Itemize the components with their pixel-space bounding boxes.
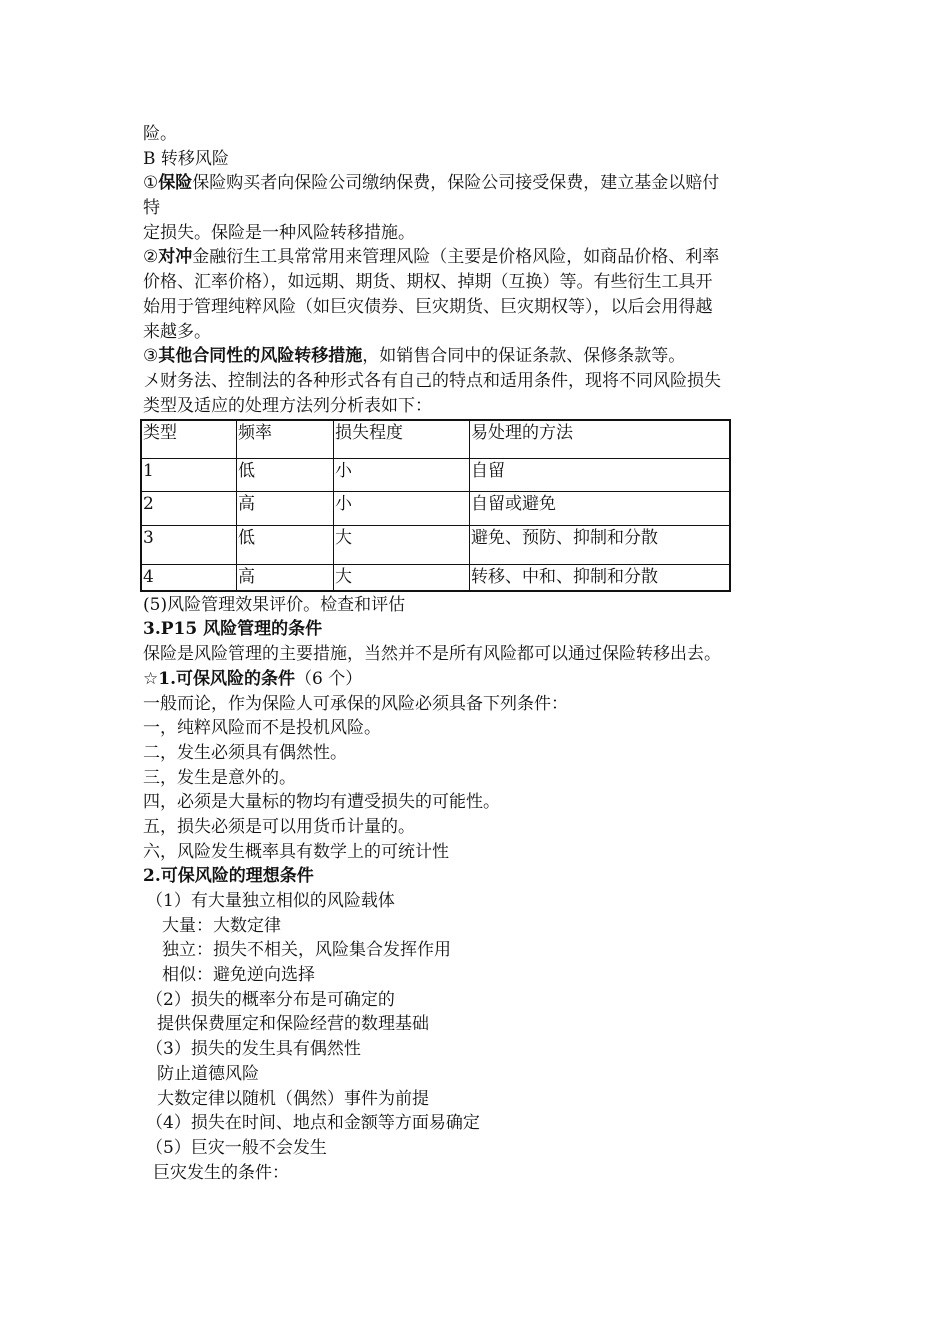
table-cell: 4 <box>141 565 237 591</box>
table-row <box>141 492 730 526</box>
ideal-subitem: 防止道德风险 <box>157 1063 259 1084</box>
circled-number-1: ① <box>143 173 159 194</box>
table-cell: 2 <box>141 492 237 526</box>
text-line: 来越多。 <box>143 321 211 342</box>
section-heading-ideal: 2.可保风险的理想条件 <box>143 866 314 887</box>
text-line: 定损失。保险是一种风险转移措施。 <box>143 222 415 243</box>
table-header-cell: 损失程度 <box>334 420 470 459</box>
table-header-cell: 频率 <box>237 420 334 459</box>
section-heading-transfer-risk: B 转移风险 <box>143 148 229 169</box>
item-hedging <box>143 245 823 270</box>
ideal-item: （2）损失的概率分布是可确定的 <box>146 989 395 1010</box>
table-header-cell: 类型 <box>141 420 237 459</box>
text-line: (5)风险管理效果评价。检查和评估 <box>143 594 406 615</box>
condition-item: 五，损失必须是可以用货币计量的。 <box>143 816 415 837</box>
bold-term-other-contract: 其他合同性的风险转移措施 <box>158 346 363 367</box>
table-cell: 低 <box>237 526 334 565</box>
text-line: 〤财务法、控制法的各种形式各有自己的特点和适用条件，现将不同风险损失 <box>143 370 721 391</box>
document-page <box>143 122 823 1185</box>
ideal-subitem: 巨灾发生的条件： <box>153 1162 289 1183</box>
bold-heading: 1.可保风险的条件 <box>158 668 295 689</box>
text-line: 价格、汇率价格），如远期、期货、期权、掉期（互换）等。有些衍生工具开 <box>143 272 713 293</box>
condition-item: 六，风险发生概率具有数学上的可统计性 <box>143 841 449 862</box>
ideal-subitem: 大量：大数定律 <box>162 915 281 936</box>
text-line: 始用于管理纯粹风险（如巨灾债券、巨灾期货、巨灾期权等），以后会用得越 <box>143 296 713 317</box>
table-cell: 小 <box>334 492 470 526</box>
item-text: ，如销售合同中的保证条款、保修条款等。 <box>362 346 686 367</box>
ideal-subitem: 独立：损失不相关，风险集合发挥作用 <box>162 940 451 961</box>
ideal-item: （3）损失的发生具有偶然性 <box>146 1039 361 1060</box>
table-cell: 转移、中和、抑制和分散 <box>470 565 731 591</box>
table-cell: 小 <box>334 459 470 492</box>
table-cell: 高 <box>237 492 334 526</box>
ideal-subitem: 提供保费厘定和保险经营的数理基础 <box>157 1014 429 1035</box>
ideal-subitem: 相似：避免逆向选择 <box>162 965 315 986</box>
circled-number-3: ③ <box>143 346 159 367</box>
circled-number-2: ② <box>143 247 159 268</box>
bold-term-hedging: 对冲 <box>158 247 193 268</box>
text-line: 特 <box>143 198 160 219</box>
star-icon: ☆ <box>143 668 159 689</box>
condition-item: 四，必须是大量标的物均有遭受损失的可能性。 <box>143 792 500 813</box>
insurable-risk-heading <box>143 667 823 692</box>
table-row <box>141 565 730 591</box>
heading-suffix: （6 个） <box>295 668 363 689</box>
text-line: 类型及适应的处理方法列分析表如下： <box>143 395 432 416</box>
item-insurance <box>143 171 823 196</box>
ideal-item: （1）有大量独立相似的风险载体 <box>146 891 395 911</box>
condition-item: 三，发生是意外的。 <box>143 767 296 788</box>
ideal-subitem: 大数定律以随机（偶然）事件为前提 <box>157 1088 429 1109</box>
condition-item: 一，纯粹风险而不是投机风险。 <box>143 718 381 739</box>
item-text: 金融衍生工具常常用来管理风险（主要是价格风险，如商品价格、利率 <box>192 247 720 268</box>
table-cell: 自留 <box>470 459 731 492</box>
table-cell: 1 <box>141 459 237 492</box>
bold-term-insurance: 保险 <box>158 173 193 194</box>
table-row <box>141 459 730 492</box>
condition-item: 二，发生必须具有偶然性。 <box>143 742 347 763</box>
table-header-row <box>141 420 730 459</box>
table-cell: 大 <box>334 565 470 591</box>
risk-method-table <box>140 419 731 592</box>
text-line: 一般而论，作为保险人可承保的风险必须具备下列条件： <box>143 693 568 714</box>
table-header-cell: 易处理的方法 <box>470 420 731 459</box>
table-cell: 3 <box>141 526 237 565</box>
table-cell: 大 <box>334 526 470 565</box>
ideal-item: （4）损失在时间、地点和金额等方面易确定 <box>146 1113 480 1134</box>
item-text: 保险购买者向保险公司缴纳保费，保险公司接受保费，建立基金以赔付 <box>192 173 720 194</box>
table-cell: 避免、预防、抑制和分散 <box>470 526 731 565</box>
table-row <box>141 526 730 565</box>
table-cell: 低 <box>237 459 334 492</box>
item-other-contract <box>143 344 823 369</box>
text-line: 险。 <box>143 124 177 144</box>
table-cell: 高 <box>237 565 334 591</box>
section-heading-conditions: 3.P15 风险管理的条件 <box>143 619 323 640</box>
table-cell: 自留或避免 <box>470 492 731 526</box>
ideal-item: （5）巨灾一般不会发生 <box>146 1137 327 1158</box>
text-line: 保险是风险管理的主要措施，当然并不是所有风险都可以通过保险转移出去。 <box>143 644 721 665</box>
